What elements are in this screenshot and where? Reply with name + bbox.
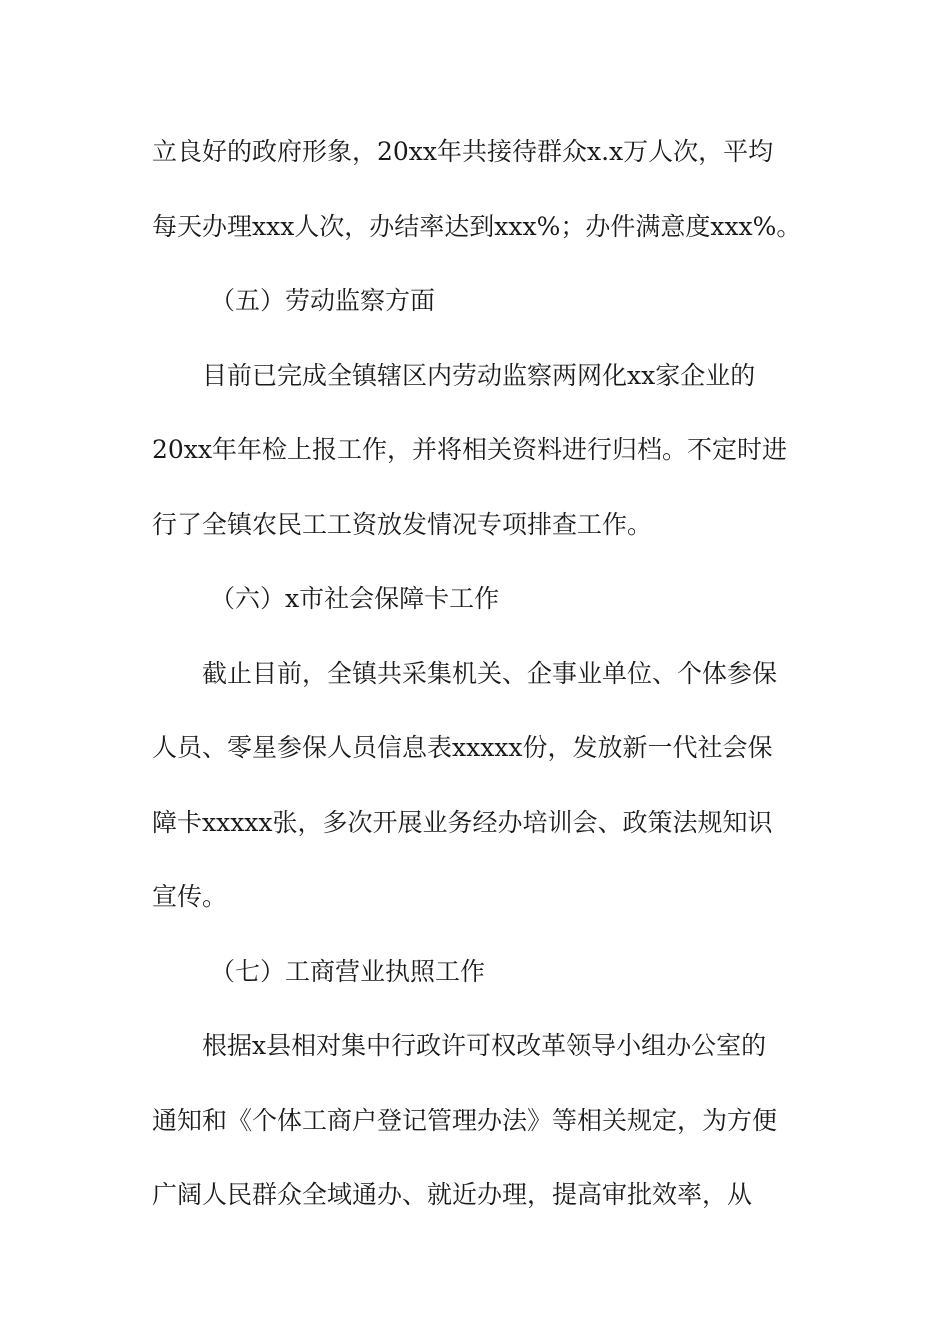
paragraph-line: 每天办理xxx人次，办结率达到xxx%；办件满意度xxx%。 (152, 212, 802, 241)
paragraph-line: 行了全镇农民工工资放发情况专项排查工作。 (152, 510, 653, 539)
paragraph-line: 通知和《个体工商户登记管理办法》等相关规定，为方便 (152, 1106, 778, 1135)
paragraph-line: 立良好的政府形象，20xx年共接待群众x.x万人次，平均 (152, 137, 774, 166)
paragraph-line: 20xx年年检上报工作，并将相关资料进行归档。不定时进 (152, 435, 788, 464)
paragraph-line: 根据x县相对集中行政许可权改革领导小组办公室的 (202, 1031, 767, 1060)
paragraph-line: 目前已完成全镇辖区内劳动监察两网化xx家企业的 (202, 361, 756, 390)
paragraph-line: 广阔人民群众全域通办、就近办理，提高审批效率，从 (152, 1180, 753, 1209)
section-heading: （七）工商营业执照工作 (210, 957, 486, 986)
paragraph-line: 障卡xxxxx张，多次开展业务经办培训会、政策法规知识 (152, 808, 773, 837)
paragraph-line: 宣传。 (152, 882, 228, 911)
section-heading: （六）x市社会保障卡工作 (210, 584, 500, 613)
paragraph-line: 截止目前，全镇共采集机关、企事业单位、个体参保 (202, 659, 778, 688)
paragraph-line: 人员、零星参保人员信息表xxxxx份，发放新一代社会保 (152, 733, 773, 762)
section-heading: （五）劳动监察方面 (210, 286, 436, 315)
